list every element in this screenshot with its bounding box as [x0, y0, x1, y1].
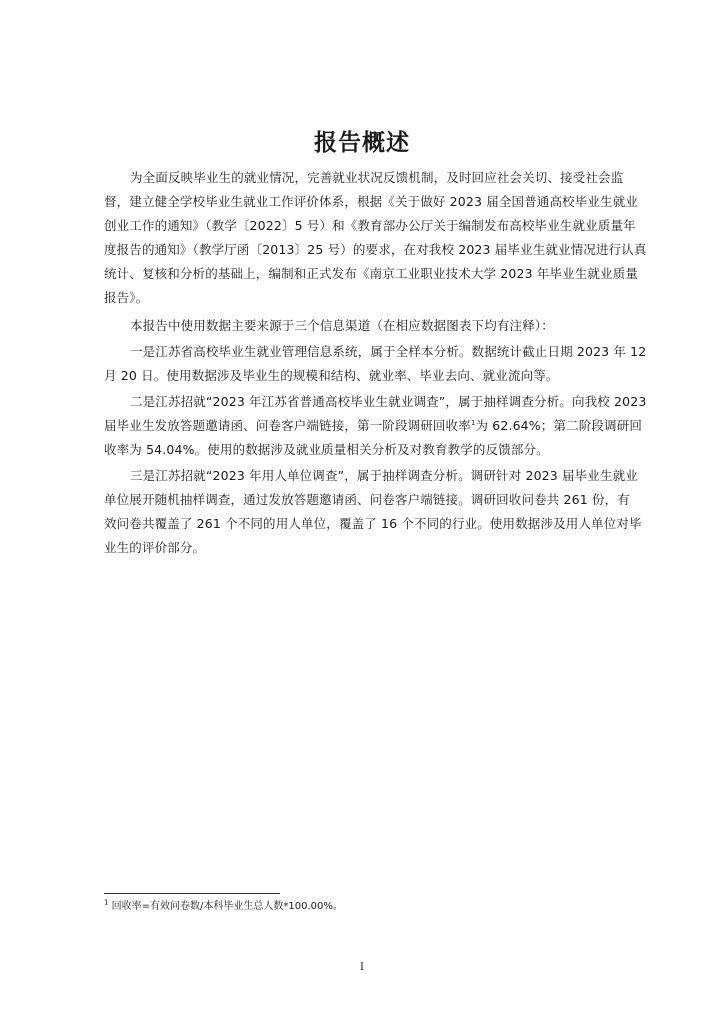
paragraph-line: 度报告的通知》（教学厅函〔2013〕25 号）的要求，在对我校 2023 届毕业生就业情况进行认真 [104, 242, 647, 257]
paragraph-line: 月 20 日。使用数据涉及毕业生的规模和结构、就业率、毕业去向、就业流向等。 [104, 368, 559, 383]
paragraph-line: 效问卷共覆盖了 261 个不同的用人单位，覆盖了 16 个不同的行业。使用数据涉及用人单位对毕 [104, 516, 642, 531]
paragraph-line: 统计、复核和分析的基础上，编制和正式发布《南京工业职业技术大学 2023 年毕业生就业质量 [104, 266, 639, 281]
paragraph-line: 业生的评价部分。 [104, 540, 206, 555]
page-title: 报告概述 [314, 129, 410, 156]
paragraph-line: 报告》。 [104, 290, 149, 305]
paragraph-line: 二是江苏招就“2023 年江苏省普通高校毕业生就业调查”，属于抽样调查分析。向我校 2023 [130, 394, 647, 409]
paragraph-line: 创业工作的通知》（教学〔2022〕5 号）和《教育部办公厅关于编制发布高校毕业生就业质量年 [104, 218, 636, 233]
paragraph-line: 本报告中使用数据主要来源于三个信息渠道（在相应数据图表下均有注释）： [130, 318, 554, 333]
paragraph-line-with-footnote [104, 418, 642, 434]
footnote-marker: 1 [104, 898, 109, 907]
paragraph-line: 三是江苏招就“2023 年用人单位调查”，属于抽样调查分析。调研针对 2023 届毕业生就业 [130, 468, 638, 483]
footnote-reference: 1 [470, 418, 476, 427]
footnote-divider [104, 893, 280, 894]
paragraph-line: 单位展开随机抽样调查，通过发放答题邀请函、问卷客户端链接。调研回收问卷共 261 份，有 [104, 492, 630, 507]
paragraph-line: 一是江苏省高校毕业生就业管理信息系统，属于全样本分析。数据统计截止日期 2023 年 12 [130, 344, 647, 359]
paragraph-line: 督，建立健全学校毕业生就业工作评价体系，根据《关于做好 2023 届全国普通高校毕业生就业 [104, 194, 639, 209]
footnote [104, 898, 343, 913]
paragraph-line: 收率为 54.04%。使用的数据涉及就业质量相关分析及对教育教学的反馈部分。 [104, 442, 549, 457]
line-text: 为 62.64%；第二阶段调研回 [475, 418, 643, 433]
footnote-text: 回收率=有效问卷数/本科毕业生总人数*100.00%。 [108, 901, 343, 912]
line-text: 届毕业生发放答题邀请函、问卷客户端链接，第一阶段调研回收率 [104, 418, 471, 433]
paragraph-line: 为全面反映毕业生的就业情况，完善就业状况反馈机制，及时回应社会关切、接受社会监 [130, 170, 624, 185]
page-number: I [360, 962, 364, 973]
